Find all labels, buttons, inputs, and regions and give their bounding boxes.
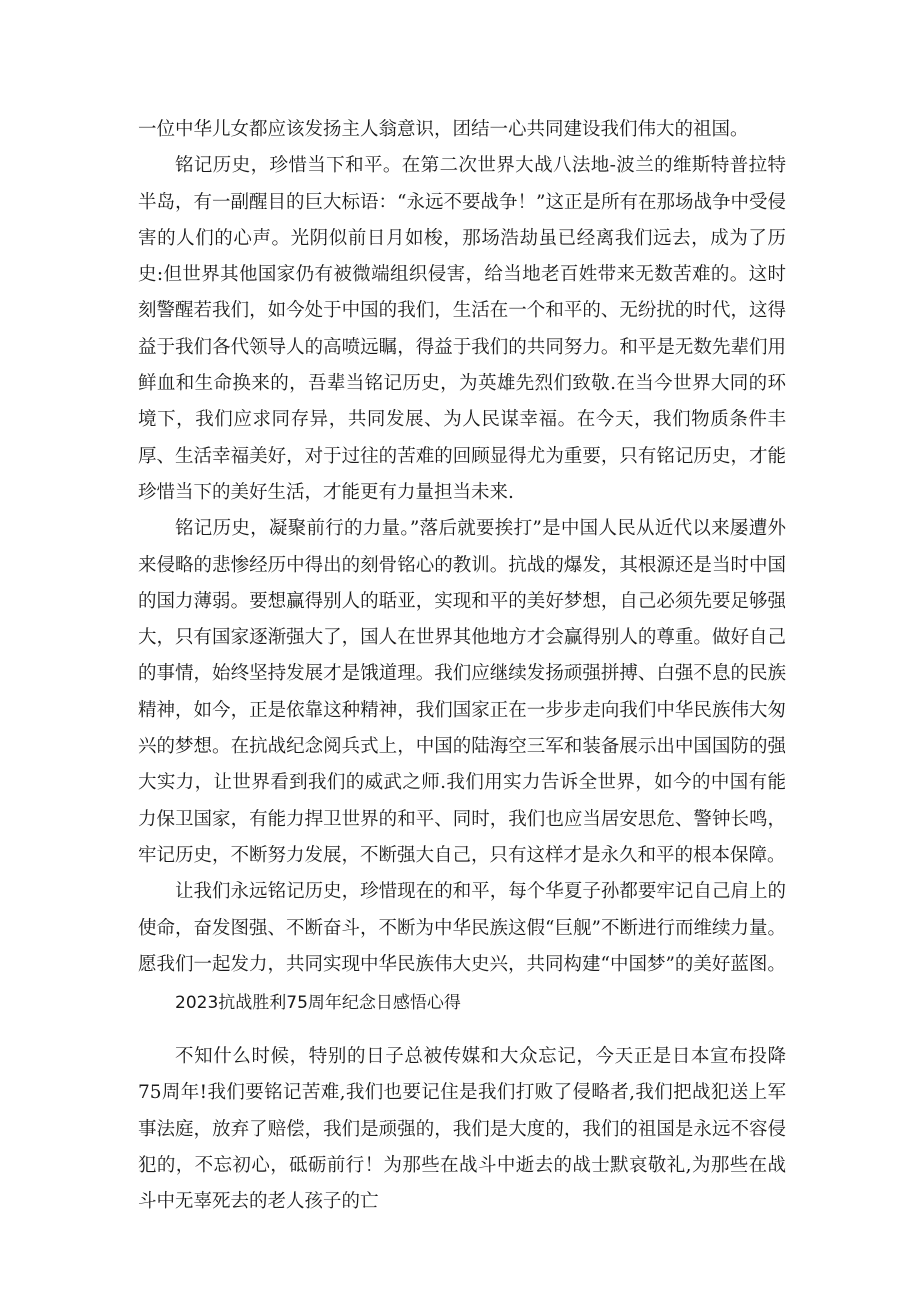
document-page — [138, 112, 786, 1221]
section-subtitle: 2023抗战胜利75周年纪念日感悟心得 — [175, 993, 461, 1014]
paragraph-closing: 让我们永远铭记历史，珍惜现在的和平，每个华夏子孙都要牢记自己肩上的使命，奋发图强、不断奋斗，不断为中华民族这假“巨舰”不断进行而维续力量。愿我们一起发力，共同实现中华民族伟大史兴，共同构建“中国梦”的美好蓝图。 — [138, 881, 786, 975]
paragraph-anniversary: 不知什么时候，特别的日子总被传媒和大众忘记，今天正是日本宣布投降75周年!我们要铭记苦难,我们也要记住是我们打败了侵略者,我们把战犯送上军事法庭，放弃了赔偿，我们是顽强的，我们是大度的，我们的祖国是永远不容侵犯的，不忘初心，砥砺前行！为那些在战斗中逝去的战士默哀敬礼,为那些在战斗中无辜死去的老人孩子的亡 — [138, 1046, 786, 1213]
paragraph-history-peace: 铭记历史，珍惜当下和平。在第二次世界大战八法地-波兰的维斯特普拉特半岛，有一副醒目的巨大标语：“永远不要战争！”这正是所有在那场战争中受侵害的人们的心声。光阴似前日月如梭，那场浩劫虽已经离我们远去，成为了历史:但世界其他国家仍有被微端组织侵害，给当地老百姓带来无数苦难的。这时刻警醒若我们，如今处于中国的我们，生活在一个和平的、无纷扰的时代，这得益于我们各代领导人的高喷远瞩，得益于我们的共同努力。和平是无数先辈们用鲜血和生命换来的，吾辈当铭记历史，为英雄先烈们致敬.在当今世界大同的环境下，我们应求同存异，共同发展、为人民谋幸福。在今天，我们物质条件丰厚、生活幸福美好，对于过往的苦难的回顾显得尤为重要，只有铭记历史，才能珍惜当下的美好生活，才能更有力量担当未来. — [138, 155, 786, 503]
paragraph-continuation: 一位中华儿女都应该发扬主人翁意识，团结一心共同建设我们伟大的祖国。 — [138, 119, 749, 140]
paragraph-history-strength: 铭记历史，凝聚前行的力量。”落后就要挨打”是中国人民从近代以来屡遭外来侵略的悲惨经历中得出的刻骨铭心的教训。抗战的爆发，其根源还是当时中国的国力薄弱。要想赢得别人的聒亚，实现和平的美好梦想，自己必须先要足够强大，只有国家逐渐强大了，国人在世界其他地方才会赢得别人的尊重。做好自己的事情，始终坚持发展才是饿道理。我们应继续发扬顽强拼搏、白强不息的民族精神，如今，正是依靠这种精神，我们国家正在一步步走向我们中华民族伟大匆兴的梦想。在抗战纪念阅兵式上，中国的陆海空三军和装备展示出中国国防的强大实力，让世界看到我们的威武之师.我们用实力告诉全世界，如今的中国有能力保卫国家，有能力捍卫世界的和平、同时，我们也应当居安思危、警钟长鸣，牢记历史，不断努力发展，不断强大自己，只有这样才是永久和平的根本保障。 — [138, 518, 786, 866]
